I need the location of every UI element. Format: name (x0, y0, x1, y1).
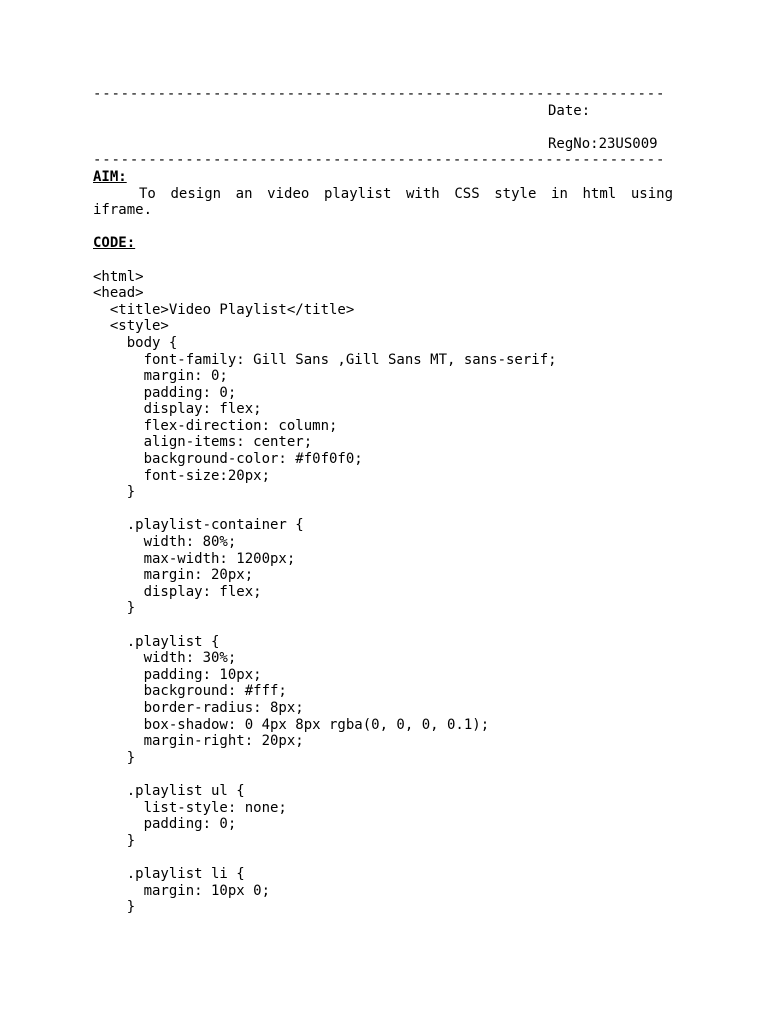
code-line: box-shadow: 0 4px 8px rgba(0, 0, 0, 0.1); (93, 716, 490, 733)
code-line: margin-right: 20px; (93, 733, 304, 750)
code-line: max-width: 1200px; (93, 550, 296, 567)
code-line: list-style: none; (93, 799, 287, 816)
code-line: } (93, 899, 136, 916)
code-line: align-items: center; (93, 434, 313, 451)
header-row-name (93, 136, 673, 153)
code-line: padding: 0; (93, 816, 237, 833)
header-row-title (93, 119, 673, 136)
date-label: Date: (548, 102, 591, 119)
code-line: display: flex; (93, 583, 262, 600)
header-rule-top: -------------------------------------------------------------- (93, 86, 666, 102)
aim-text-line-2: iframe. (93, 202, 153, 219)
code-line: <html> (93, 268, 144, 285)
code-line: font-size:20px; (93, 467, 271, 484)
code-line: font-family: Gill Sans ,Gill Sans MT, sans-serif; (93, 351, 557, 368)
code-line (93, 501, 673, 518)
code-line: background-color: #f0f0f0; (93, 451, 363, 468)
code-line: } (93, 749, 136, 766)
spacer (93, 219, 673, 236)
code-line: border-radius: 8px; (93, 699, 304, 716)
header-rule-bottom: -------------------------------------------------------------- (93, 152, 666, 169)
code-line: .playlist { (93, 633, 220, 650)
aim-text-line-1: To design an video playlist with CSS style in html using (139, 185, 673, 202)
code-line: } (93, 484, 136, 501)
code-line: <head> (93, 285, 144, 302)
spacer (93, 252, 673, 269)
code-line: .playlist-container { (93, 517, 304, 534)
code-line: body { (93, 334, 178, 351)
code-line: padding: 10px; (93, 666, 262, 683)
code-line: padding: 0; (93, 384, 237, 401)
registration-number: RegNo:23US009 (548, 135, 658, 152)
code-line: display: flex; (93, 401, 262, 418)
code-heading: CODE: (93, 235, 136, 252)
code-line (93, 766, 673, 783)
code-line: background: #fff; (93, 683, 287, 700)
code-line (93, 617, 673, 634)
code-line: width: 30%; (93, 650, 237, 667)
code-line: } (93, 832, 136, 849)
code-line: width: 80%; (93, 534, 237, 551)
code-line: margin: 10px 0; (93, 882, 271, 899)
code-line: <style> (93, 318, 169, 335)
code-line: margin: 20px; (93, 567, 254, 584)
document-page (93, 86, 673, 916)
code-block (93, 269, 673, 916)
code-line: .playlist li { (93, 865, 245, 882)
code-line: margin: 0; (93, 368, 228, 385)
code-line (93, 849, 673, 866)
aim-heading: AIM: (93, 168, 127, 185)
code-line: <title>Video Playlist</title> (93, 301, 355, 318)
code-line: flex-direction: column; (93, 417, 338, 434)
header-row-exno (93, 103, 673, 120)
code-line: } (93, 600, 136, 617)
code-line: .playlist ul { (93, 782, 245, 799)
